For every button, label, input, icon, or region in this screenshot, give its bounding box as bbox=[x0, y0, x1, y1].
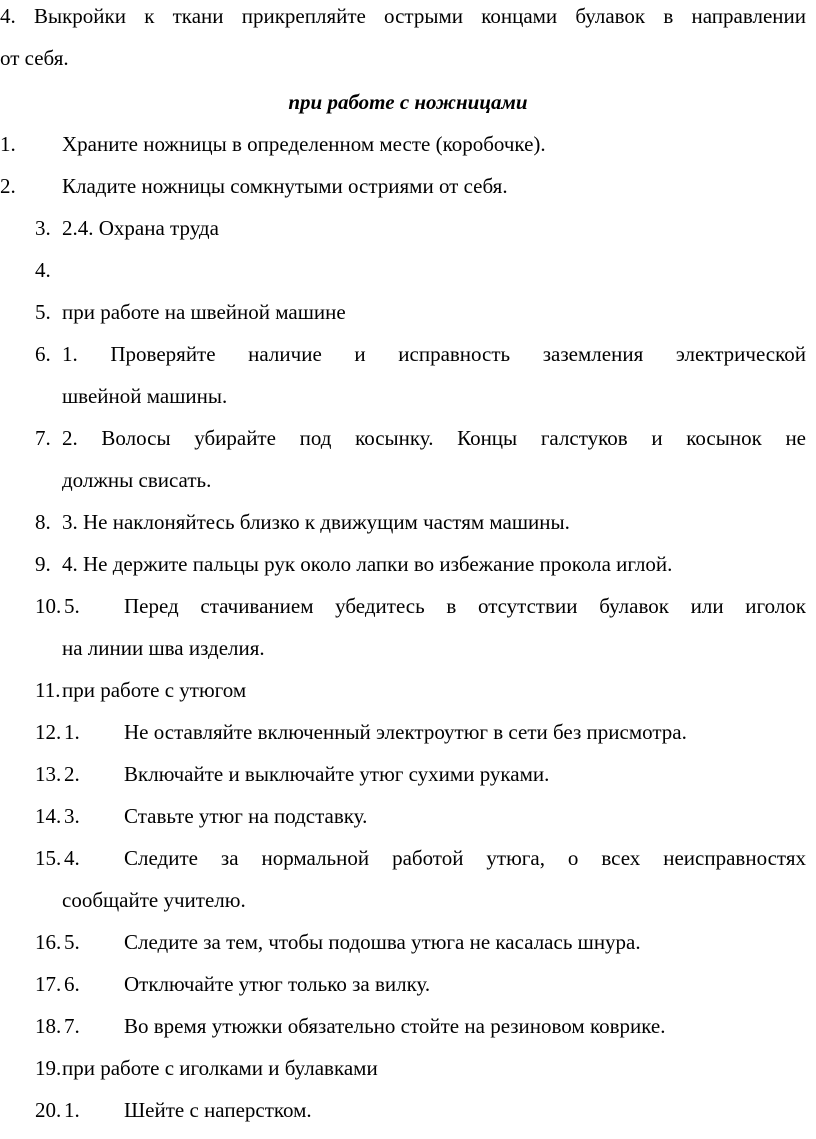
list-item-text: 2.4. Охрана труда bbox=[62, 216, 219, 240]
list-number: 9. bbox=[35, 552, 51, 576]
list-item-text: при работе с иголками и булавками bbox=[62, 1056, 378, 1080]
sub-number: 7. bbox=[64, 1014, 80, 1038]
list-item-text: Следите за тем, чтобы подошва утюга не касалась шнура. bbox=[124, 930, 641, 954]
sub-number: 2. bbox=[64, 762, 80, 786]
sub-number: 4. bbox=[64, 846, 80, 870]
list-item-continuation: швейной машины. bbox=[62, 384, 228, 408]
list-item-continuation: должны свисать. bbox=[62, 468, 212, 492]
list-number: 4. bbox=[35, 258, 51, 282]
list-item-text: Следите за нормальной работой утюга, о всех неисправностях bbox=[124, 846, 806, 870]
list-item-text: Кладите ножницы сомкнутыми остриями от себя. bbox=[62, 174, 508, 198]
list-number: 15. bbox=[35, 846, 62, 870]
list-number: 7. bbox=[35, 426, 51, 450]
list-number: 18. bbox=[35, 1014, 62, 1038]
list-item-text: при работе на швейной машине bbox=[62, 300, 346, 324]
list-item-text: 2. Волосы убирайте под косынку. Концы галстуков и косынок не bbox=[62, 426, 806, 450]
list-item-continuation: на линии шва изделия. bbox=[62, 636, 265, 660]
intro-line-continuation: от себя. bbox=[0, 46, 69, 70]
list-number: 20. bbox=[35, 1098, 62, 1122]
list-item-text: Не оставляйте включенный электроутюг в сети без присмотра. bbox=[124, 720, 687, 744]
list-number: 10. bbox=[35, 594, 62, 618]
list-item-text: 3. Не наклоняйтесь близко к движущим частям машины. bbox=[62, 510, 570, 534]
list-number: 14. bbox=[35, 804, 62, 828]
list-number: 12. bbox=[35, 720, 62, 744]
sub-number: 6. bbox=[64, 972, 80, 996]
list-number: 11. bbox=[35, 678, 61, 702]
sub-number: 1. bbox=[64, 1098, 80, 1122]
list-number: 3. bbox=[35, 216, 51, 240]
intro-line: 4. Выкройки к ткани прикрепляйте острыми концами булавок в направлении bbox=[0, 4, 806, 28]
sub-number: 5. bbox=[64, 594, 80, 618]
sub-number: 3. bbox=[64, 804, 80, 828]
list-number: 16. bbox=[35, 930, 62, 954]
list-number: 1. bbox=[0, 132, 16, 156]
list-number: 5. bbox=[35, 300, 51, 324]
list-item-text: 4. Не держите пальцы рук около лапки во избежание прокола иглой. bbox=[62, 552, 673, 576]
list-item-text: Перед стачиванием убедитесь в отсутствии булавок или иголок bbox=[124, 594, 806, 618]
list-item-text: Ставьте утюг на подставку. bbox=[124, 804, 368, 828]
list-number: 2. bbox=[0, 174, 16, 198]
list-number: 19. bbox=[35, 1056, 62, 1080]
list-number: 17. bbox=[35, 972, 62, 996]
list-item-text: Шейте с наперстком. bbox=[124, 1098, 312, 1122]
list-item-text: 1. Проверяйте наличие и исправность заземления электрической bbox=[62, 342, 806, 366]
list-item-text: Во время утюжки обязательно стойте на резиновом коврике. bbox=[124, 1014, 666, 1038]
list-item-continuation: сообщайте учителю. bbox=[62, 888, 246, 912]
section-heading-scissors: при работе с ножницами bbox=[288, 90, 528, 114]
list-number: 13. bbox=[35, 762, 62, 786]
sub-number: 1. bbox=[64, 720, 80, 744]
list-number: 8. bbox=[35, 510, 51, 534]
sub-number: 5. bbox=[64, 930, 80, 954]
list-item-text: при работе с утюгом bbox=[62, 678, 247, 702]
list-item-text: Отключайте утюг только за вилку. bbox=[124, 972, 431, 996]
list-item-text: Включайте и выключайте утюг сухими руками. bbox=[124, 762, 550, 786]
list-number: 6. bbox=[35, 342, 51, 366]
list-item-text: Храните ножницы в определенном месте (коробочке). bbox=[62, 132, 546, 156]
